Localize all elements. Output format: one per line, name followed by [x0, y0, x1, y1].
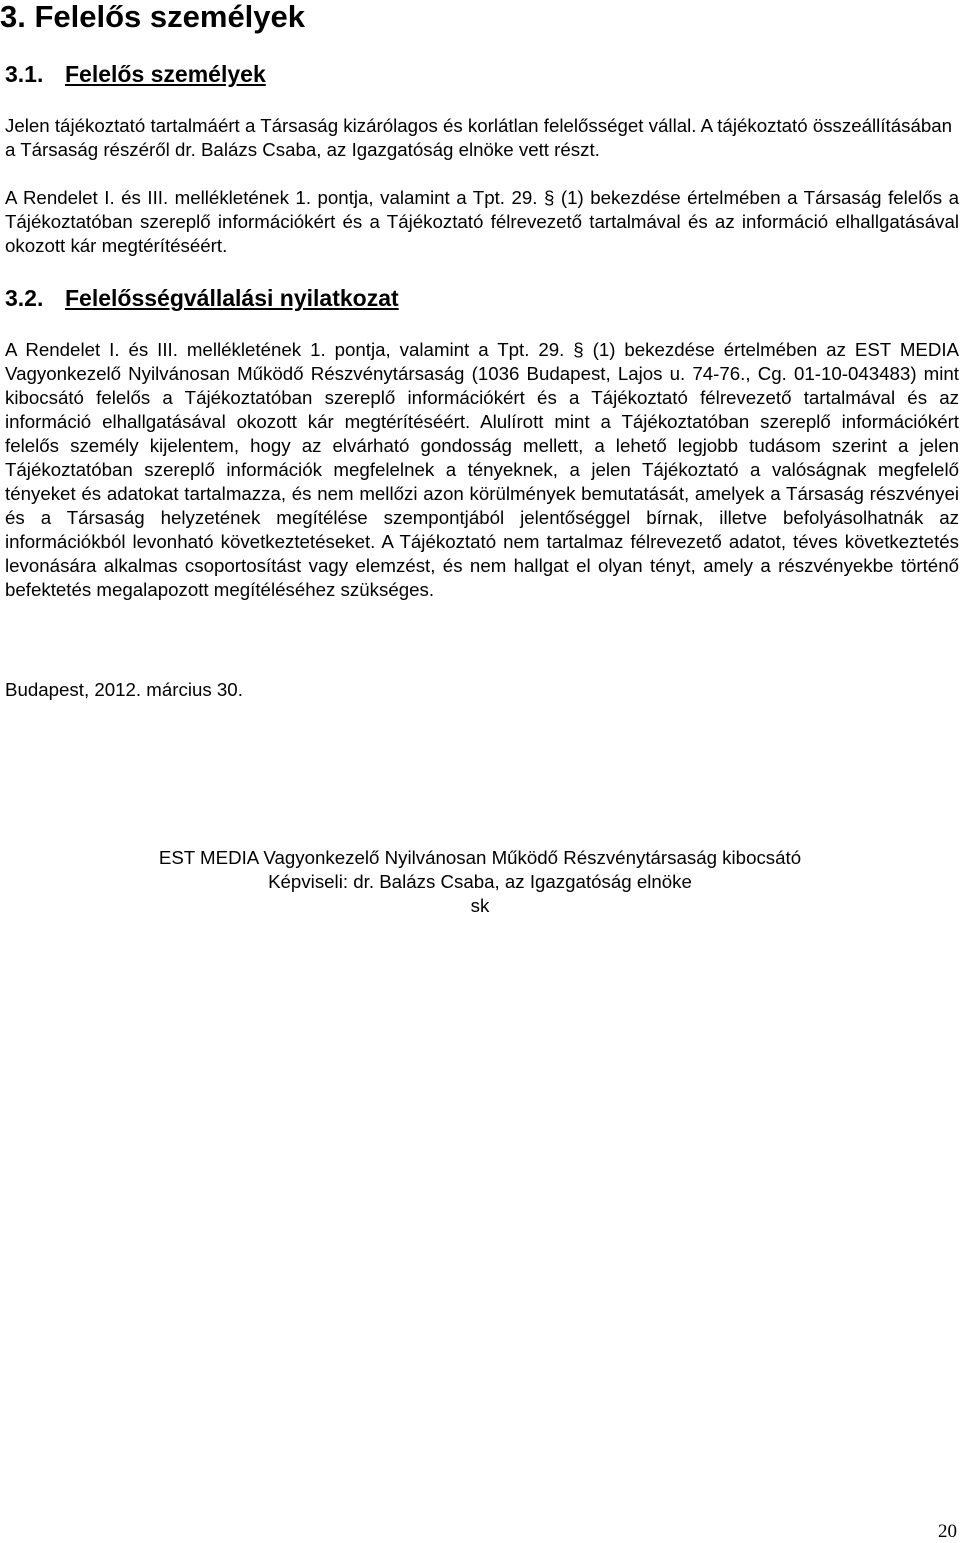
section-title: Felelősségvállalási nyilatkozat	[65, 285, 399, 311]
section-heading-3-1	[5, 60, 266, 88]
section-title: Felelős személyek	[65, 61, 266, 87]
signature-representative: Képviseli: dr. Balázs Csaba, az Igazgatóság elnöke	[268, 871, 692, 892]
paragraph-legal-basis: A Rendelet I. és III. mellékletének 1. pontja, valamint a Tpt. 29. § (1) bekezdése értelmében a Társaság felelős a Tájékoztatóban szereplő információkért és a Tájékoztató félrevezető tartalmával és az információ elhallgatásával okozott kár megtérítéséért.	[5, 187, 959, 256]
section-heading-3-2	[5, 284, 399, 312]
signature-mark: sk	[470, 895, 490, 916]
paragraph-declaration: A Rendelet I. és III. mellékletének 1. pontja, valamint a Tpt. 29. § (1) bekezdése értelmében az EST MEDIA Vagyonkezelő Nyilvánosan Működő Részvénytársaság (1036 Budapest, Lajos u. 74-76., Cg. 01-10-043483) mint kibocsátó felelős a Tájékoztatóban szereplő információkért és a Tájékoztató félrevezető tartalmával és az információ elhallgatásával okozott kár megtérítéséért. Alulírott mint a Tájékoztatóban szereplő információkért felelős személy kijelentem, hogy az elvárható gondosság mellett, a lehető legjobb tudásom szerint a jelen Tájékoztatóban szereplő információk megfelelnek a tényeknek, a jelen Tájékoztató a valóságnak megfelelő tényeket és adatokat tartalmazza, és nem mellőzi azon körülmények bemutatását, amelyek a Társaság részvényei és a Társaság helyzetének megítélése szempontjából jelentőséggel bírnak, illetve befolyásolhatnák az információkból levonható következtetéseket. A Tájékoztató nem tartalmaz félrevezető adatot, téves következtetés levonására alkalmas csoportosítást vagy elemzést, és nem hallgat el olyan tényt, amely a részvényekbe történő befektetés megalapozott megítéléséhez szükséges.	[5, 339, 959, 600]
paragraph-responsibility-intro: Jelen tájékoztató tartalmáért a Társaság kizárólagos és korlátlan felelősséget vállal. A tájékoztató összeállításában a Társaság részéről dr. Balázs Csaba, az Igazgatóság elnöke vett részt.	[5, 115, 953, 160]
place-and-date: Budapest, 2012. március 30.	[5, 679, 243, 700]
chapter-heading: 3. Felelős személyek	[0, 0, 306, 34]
signature-issuer: EST MEDIA Vagyonkezelő Nyilvánosan Működő Részvénytársaság kibocsátó	[158, 847, 802, 868]
section-number: 3.2.	[5, 285, 44, 311]
page-number: 20	[938, 1521, 957, 1542]
section-number: 3.1.	[5, 61, 44, 87]
